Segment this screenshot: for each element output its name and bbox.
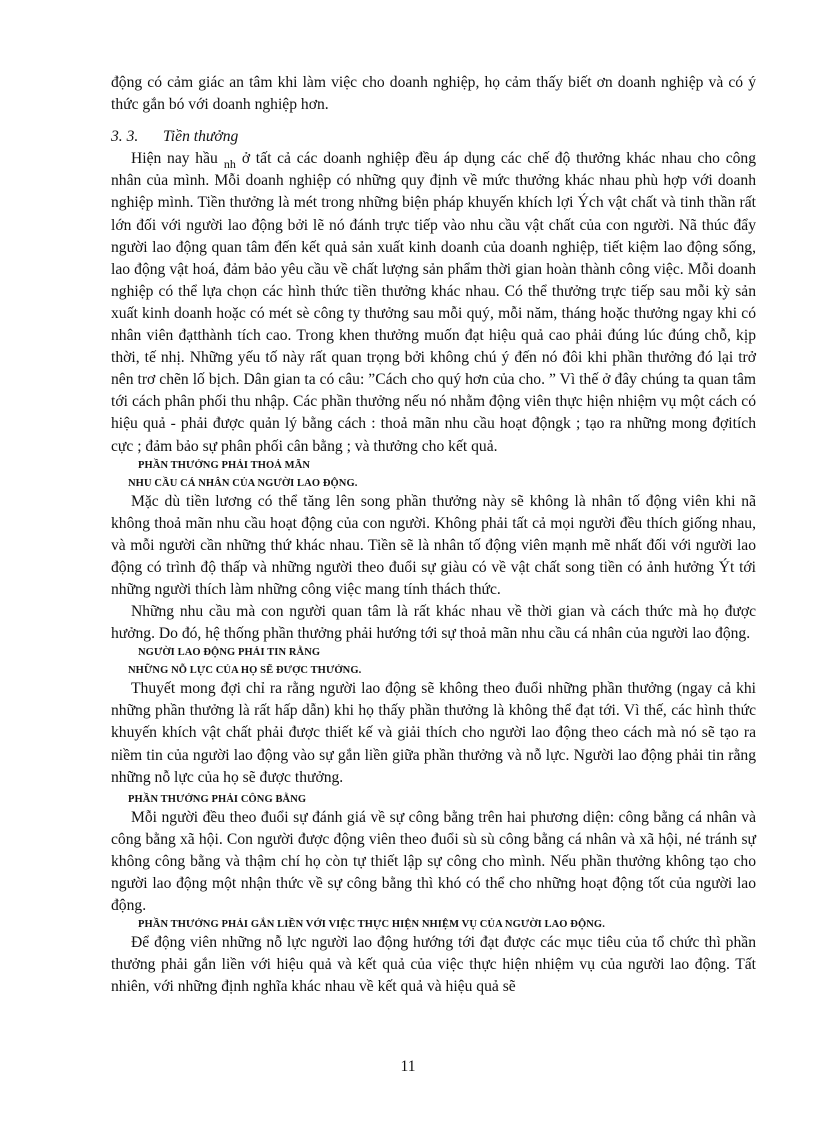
paragraph-performance: Để động viên những nỗ lực người lao động hướng tới đạt được các mục tiêu của tổ chức thì phần thưởng phải gắn liền với hiệu quả và kết quả của việc thực hiện nhiệm vụ của người lao động. Tất nhiên, với những định nghĩa khác nhau về kết quả và hiệu quả sẽ	[111, 934, 756, 996]
page-number: 11	[400, 1058, 416, 1075]
paragraph-needs-2: Những nhu cầu mà con người quan tâm là rất khác nhau về thời gian và cách thức mà họ được hưởng. Do đó, hệ thống phần thưởng phải hướng tới sự thoả mãn nhu cầu cá nhân của người lao động.	[111, 603, 756, 643]
paragraph-bonus-intro	[111, 148, 756, 457]
paragraph-bonus-intro-start: Hiện nay hầu	[131, 150, 218, 168]
intro-paragraph: động có cảm giác an tâm khi làm việc cho doanh nghiệp, họ cảm thấy biết ơn doanh nghiệp và có ý thức gắn bó với doanh nghiệp hơn.	[111, 74, 756, 114]
paragraph-needs: Mặc dù tiền lương có thể tăng lên song phần thưởng này sẽ không là nhân tố động viên khi nã không thoả mãn nhu cầu hoạt động của con người. Không phải tất cả mọi người đều thích giống nhau, và mỗi người cần những thứ khác nhau. Tiền sẽ là nhân tố động viên mạnh mẽ nhất đối với người lao động có trình độ thấp và những người theo đuổi sự giàu có về vật chất song tiền có ảnh hưởng Ýt tới những người thích làm những công việc mang tính thách thức.	[111, 492, 756, 598]
subheading-belief-line1: NGƯỜI LAO ĐỘNG PHẢI TIN RẰNG	[138, 647, 321, 659]
document-page	[111, 72, 756, 998]
section-number: 3. 3.	[111, 128, 139, 146]
stray-subscript-text: nh	[223, 157, 236, 172]
section-title: Tiền thưởng	[163, 128, 239, 146]
paragraph-bonus-intro-rest: ở tất cả các doanh nghiệp đều áp dụng các chế độ thưởng khác nhau cho công nhân của mình. Mỗi doanh nghiệp có những quy định về mức thưởng khác nhau phù hợp với doanh nghiệp mình. Tiền thưởng là mét trong những biện pháp khuyến khích lợi Ých vật chất và tinh thần rất lớn đối với người lao động bởi lẽ nó đánh trực tiếp vào nhu cầu vật chất của con người. Nã thúc đẩy người lao động quan tâm đến kết quả sản xuất kinh doanh của doanh nghiệp, tiết kiệm lao động sống, lao động vật hoá, đảm bảo yêu cầu về chất lượng sản phẩm thời gian hoàn thành công việc. Mỗi doanh nghiệp có thể lựa chọn các hình thức tiền thưởng khác nhau. Có thể thưởng trực tiếp sau mỗi kỳ sản xuất kinh doanh hoặc có mét sè công ty thưởng sau mỗi quý, mỗi năm, tháng hoặc thưởng ngay khi có nhân viên đạtthành tích cao. Trong khen thưởng muốn đạt hiệu quả cao phải đúng lúc đúng chỗ, kịp thời, tế nhị. Những yếu tố này rất quan trọng bởi không chú ý đến nó đôi khi phần thưởng đó lại trở nên trơ chẽn lố bịch. Dân gian ta có câu: ”Cách cho quý hơn của cho. ” Vì thế ở đây chúng ta quan tâm tới cách phân phối thu nhập. Các phần thưởng nếu nó nhằm động viên thực hiện nhiệm vụ một cách có hiệu quả - phải được quản lý bằng cách : thoả mãn nhu cầu hoạt độngk ; tạo ra những mong đợitích cực ; đảm bảo sự phân phối cân bằng ; và thưởng cho kết quả.	[111, 150, 757, 455]
subheading-performance: PHẦN THƯỞNG PHẢI GẮN LIỀN VỚI VIỆC THỰC HIỆN NHIỆM VỤ CỦA NGƯỜI LAO ĐỘNG.	[138, 919, 605, 931]
subheading-needs-line2: NHU CẦU CÁ NHÂN CỦA NGƯỜI LAO ĐỘNG.	[128, 477, 358, 489]
section-heading	[111, 126, 756, 148]
subheading-fairness: PHẦN THƯỞNG PHẢI CÔNG BẰNG	[128, 793, 307, 805]
subheading-needs-line1: PHẦN THƯỞNG PHẢI THOẢ MÃN	[138, 459, 311, 471]
subheading-belief-line2: NHỮNG NỖ LỰC CỦA HỌ SẼ ĐƯỢC THƯỞNG.	[128, 665, 362, 677]
paragraph-fairness: Mỗi người đều theo đuổi sự đánh giá về sự công bằng trên hai phương diện: công bằng cá nhân và công bằng xã hội. Con người được động viên theo đuổi sù sù công bằng cá nhân và xã hội, né tránh sự không công bằng và thậm chí họ còn tự thiết lập sự công cho mình. Nếu phần thưởng không tạo cho người lao động một nhận thức về sự công bằng thì khó có thể cho những hoạt động tốt của người lao động.	[111, 808, 756, 915]
paragraph-expectancy: Thuyết mong đợi chỉ ra rằng người lao động sẽ không theo đuổi những phần thưởng (ngay cả khi những phần thưởng là rất hấp dẫn) khi họ thấy phần thưởng là không thể đạt tới. Vì thế, các hình thức khuyến khích vật chất phải được thiết kế và giải thích cho người lao động theo cách mà nó sẽ tạo ra niềm tin của người lao động vào sự gắn liền giữa phần thưởng và nỗ lực. Người lao động phải tin rằng những nỗ lực của họ sẽ được thưởng.	[111, 680, 756, 786]
